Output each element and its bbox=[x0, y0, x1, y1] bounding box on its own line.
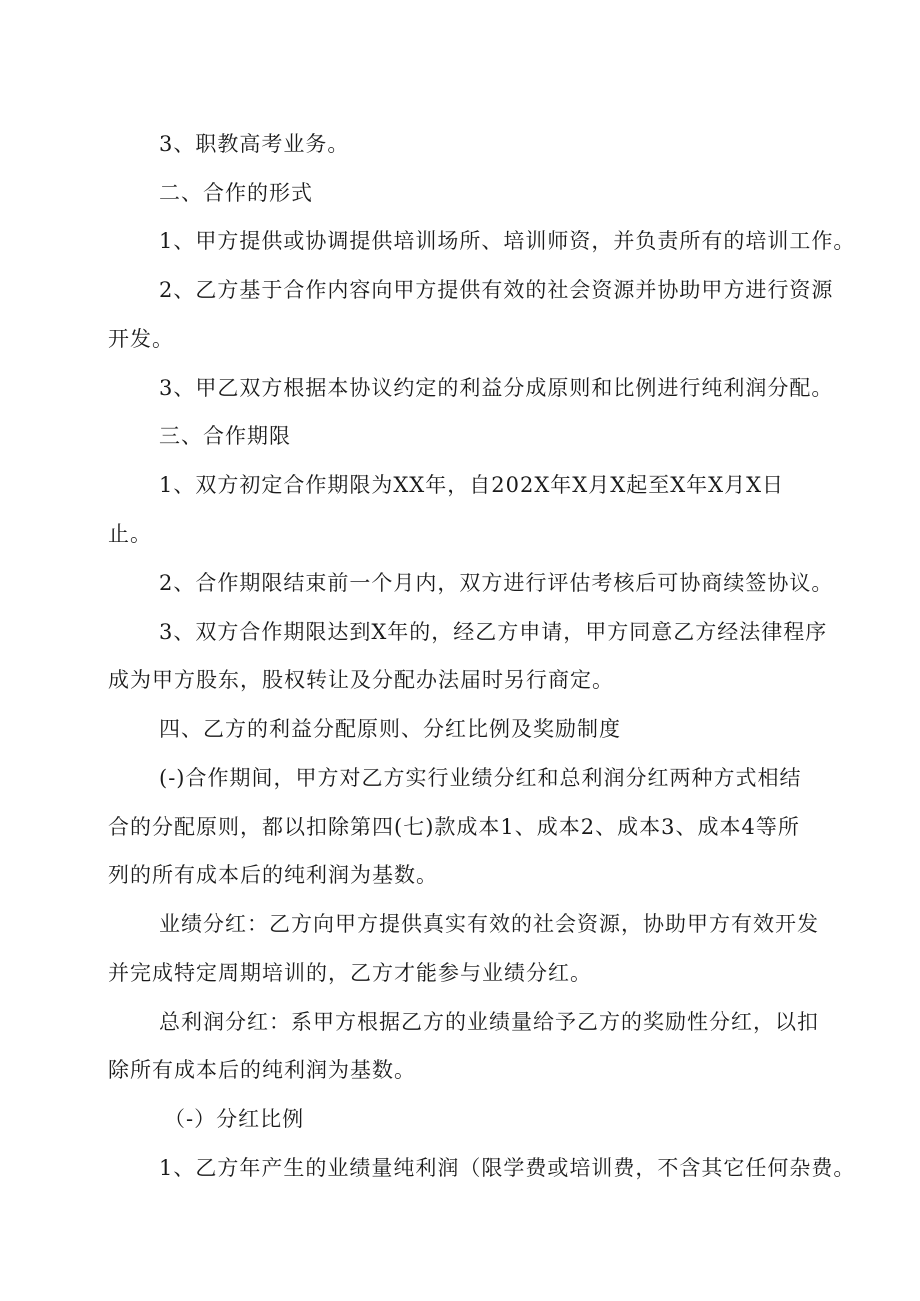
text-line: 3、双方合作期限达到X年的，经乙方申请，甲方同意乙方经法律程序 bbox=[159, 620, 828, 644]
text-line: 并完成特定周期培训的，乙方才能参与业绩分红。 bbox=[108, 961, 592, 985]
text-line: 2、乙方基于合作内容向甲方提供有效的社会资源并协助甲方进行资源 bbox=[159, 278, 834, 302]
section-heading: 四、乙方的利益分配原则、分红比例及奖励制度 bbox=[159, 717, 621, 741]
text-line: (-)合作期间，甲方对乙方实行业绩分红和总利润分红两种方式相结 bbox=[159, 766, 802, 790]
text-line: 成为甲方股东，股权转让及分配办法届时另行商定。 bbox=[108, 668, 614, 692]
text-line: 2、合作期限结束前一个月内，双方进行评估考核后可协商续签协议。 bbox=[159, 571, 834, 595]
text-line: 开发。 bbox=[108, 327, 174, 351]
text-line: 止。 bbox=[108, 522, 152, 546]
text-line: 业绩分红：乙方向甲方提供真实有效的社会资源，协助甲方有效开发 bbox=[159, 912, 819, 936]
text-line: 总利润分红：系甲方根据乙方的业绩量给予乙方的奖励性分红，以扣 bbox=[159, 1010, 819, 1034]
text-line: 除所有成本后的纯利润为基数。 bbox=[108, 1058, 416, 1082]
text-line: 1、乙方年产生的业绩量纯利润（限学费或培训费，不含其它任何杂费。 bbox=[159, 1156, 856, 1180]
section-heading: 三、合作期限 bbox=[159, 424, 291, 448]
text-line: 列的所有成本后的纯利润为基数。 bbox=[108, 863, 438, 887]
text-line: 1、双方初定合作期限为XX年，自202X年X月X起至X年X月X日 bbox=[159, 473, 785, 497]
subsection-heading: （-）分红比例 bbox=[164, 1107, 305, 1131]
text-line: 1、甲方提供或协调提供培训场所、培训师资，并负责所有的培训工作。 bbox=[159, 229, 856, 253]
text-line: 3、甲乙双方根据本协议约定的利益分成原则和比例进行纯利润分配。 bbox=[159, 376, 834, 400]
section-heading: 二、合作的形式 bbox=[159, 181, 313, 205]
text-line: 3、职教高考业务。 bbox=[159, 132, 350, 156]
text-line: 合的分配原则，都以扣除第四(七)款成本1、成本2、成本3、成本4等所 bbox=[108, 815, 800, 839]
